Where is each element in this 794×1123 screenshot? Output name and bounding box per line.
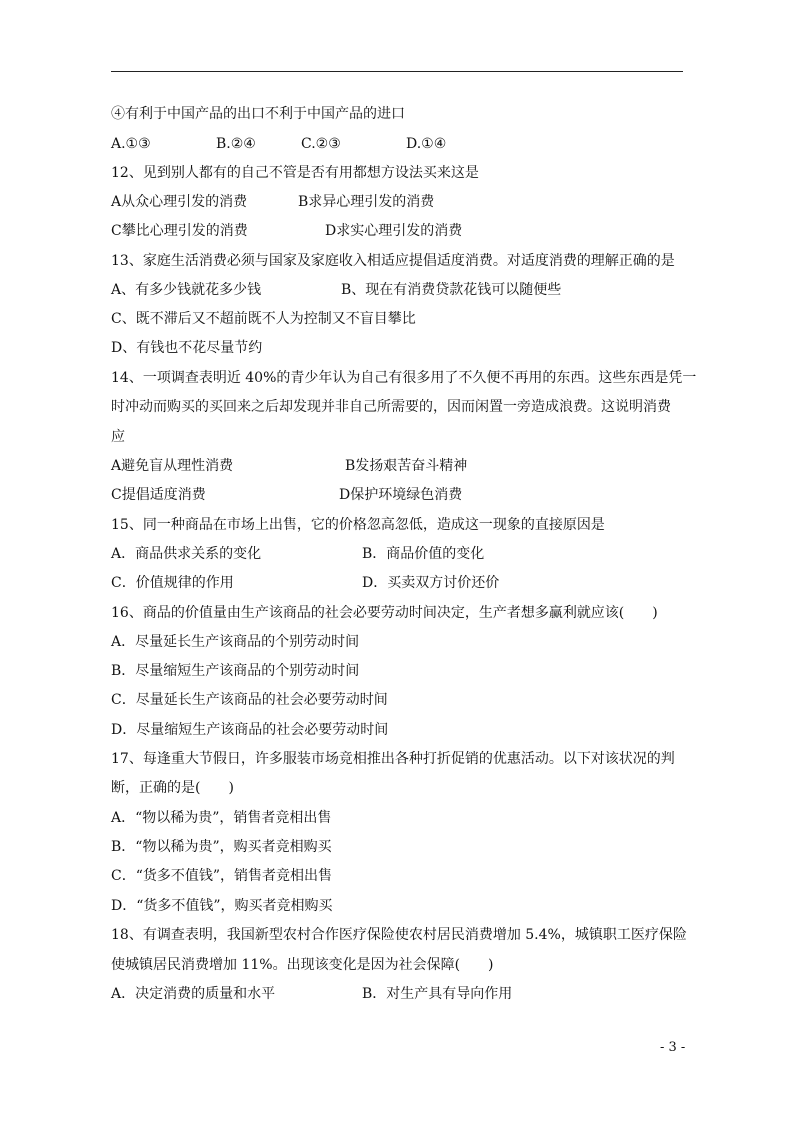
q13-option-d: D、有钱也不花尽量节约	[111, 340, 263, 356]
q18-option-b: B．对生产具有导向作用	[362, 986, 513, 1002]
q12-stem: 12、见到别人都有的自己不管是否有用都想方设法买来这是	[111, 165, 479, 181]
q14-option-b: B发扬艰苦奋斗精神	[345, 458, 468, 474]
q12-options-ab	[111, 192, 434, 212]
q14-option-a: A避免盲从理性消费	[111, 458, 234, 474]
q16-stem: 16、商品的价值量由生产该商品的社会必要劳动时间决定，生产者想多赢利就应该( )	[111, 605, 658, 621]
q14-options-ab	[111, 456, 467, 476]
q17-stem-1: 17、每逢重大节假日，许多服装市场竞相推出各种打折促销的优惠活动。以下对该状况的判	[111, 751, 675, 767]
page-number: - 3 -	[660, 1040, 686, 1055]
q15-stem: 15、同一种商品在市场上出售，它的价格忽高忽低，造成这一现象的直接原因是	[111, 517, 605, 533]
q13-options-ab	[111, 280, 561, 300]
q17-option-d: D．“货多不值钱”，购买者竞相购买	[111, 898, 333, 914]
q15-option-c: C．价值规律的作用	[111, 575, 234, 591]
q14-option-c: C提倡适度消费	[111, 487, 206, 503]
q11-option-b: B.②④	[216, 136, 256, 152]
q14-option-d: D保护环境绿色消费	[339, 487, 463, 503]
q16-option-a: A．尽量延长生产该商品的个别劳动时间	[111, 634, 360, 650]
q18-stem-1: 18、有调查表明，我国新型农村合作医疗保险使农村居民消费增加 5.4%，城镇职工医疗保险	[111, 927, 687, 943]
q17-option-c: C．“货多不值钱”，销售者竞相出售	[111, 868, 333, 884]
q11-option-c: C.②③	[301, 136, 341, 152]
q14-stem-1: 14、一项调查表明近 40%的青少年认为自己有很多用了不久便不再用的东西。这些东西是凭一	[111, 370, 697, 386]
q15-options-ab	[111, 544, 484, 564]
q15-option-b: B．商品价值的变化	[362, 546, 485, 562]
q14-stem-3: 应	[111, 429, 125, 445]
q17-stem-2: 断，正确的是( )	[111, 780, 234, 796]
q13-option-b: B、现在有消费贷款花钱可以随便些	[341, 282, 562, 298]
q14-options-cd	[111, 485, 462, 505]
q15-option-d: D．买卖双方讨价还价	[362, 575, 500, 591]
q13-stem: 13、家庭生活消费必须与国家及家庭收入相适应提倡适度消费。对适度消费的理解正确的是	[111, 253, 675, 269]
q13-option-a: A、有多少钱就花多少钱	[111, 282, 262, 298]
q11-option-a: A.①③	[111, 136, 151, 152]
q12-option-b: B求异心理引发的消费	[298, 194, 435, 210]
q18-stem-2: 使城镇居民消费增加 11%。出现该变化是因为社会保障( )	[111, 957, 494, 973]
q11-statement-4: ④有利于中国产品的出口不利于中国产品的进口	[111, 106, 405, 122]
q13-option-c: C、既不滞后又不超前既不人为控制又不盲目攀比	[111, 311, 416, 327]
q12-options-cd	[111, 221, 462, 241]
q15-options-cd	[111, 573, 499, 593]
q12-option-c: C攀比心理引发的消费	[111, 223, 248, 239]
q15-option-a: A．商品供求关系的变化	[111, 546, 262, 562]
q16-option-b: B．尽量缩短生产该商品的个别劳动时间	[111, 663, 360, 679]
q18-options-ab	[111, 984, 512, 1004]
q11-options	[111, 134, 446, 154]
q14-stem-2: 时冲动而购买的买回来之后却发现并非自己所需要的，因而闲置一旁造成浪费。这说明消费	[111, 399, 671, 415]
q16-option-c: C．尽量延长生产该商品的社会必要劳动时间	[111, 692, 388, 708]
header-rule	[111, 71, 683, 72]
q18-option-a: A．决定消费的质量和水平	[111, 986, 276, 1002]
q17-option-a: A．“物以稀为贵”，销售者竞相出售	[111, 810, 332, 826]
q12-option-a: A从众心理引发的消费	[111, 194, 248, 210]
q11-option-d: D.①④	[406, 136, 447, 152]
q16-option-d: D．尽量缩短生产该商品的社会必要劳动时间	[111, 722, 389, 738]
q12-option-d: D求实心理引发的消费	[325, 223, 463, 239]
q17-option-b: B．“物以稀为贵”，购买者竞相购买	[111, 839, 332, 855]
